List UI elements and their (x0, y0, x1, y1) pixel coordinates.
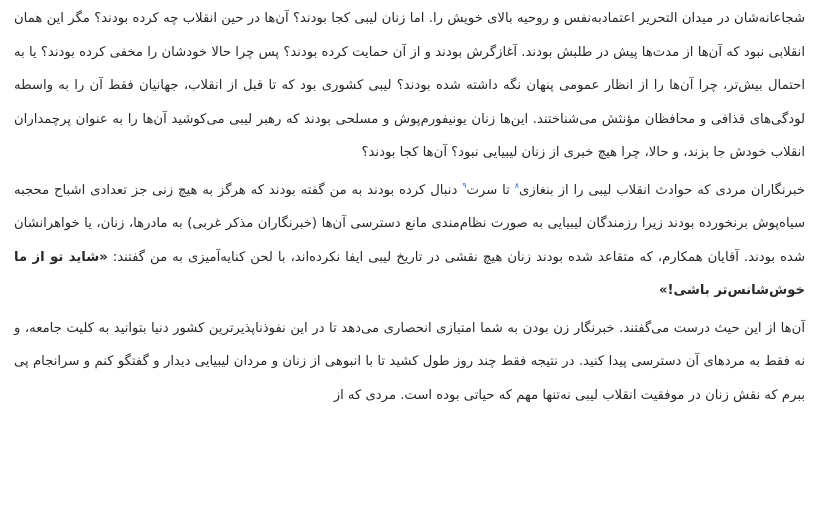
footnote-marker-9[interactable]: ۹ (462, 180, 467, 190)
paragraph-3: آن‌ها از این حیث درست می‌گفتند. خبرنگار زن بودن به شما امتیازی انحصاری می‌دهد تا در این نفوذناپذیرترین کشور دنیا بتوانید به کلیت جامعه، و نه فقط به مردهای آن دسترسی پیدا کنید. در نتیجه فقط چند روز طول کشید تا با انبوهی از زنان و مردان لیبیایی دیدار و گفتگو کنم و سرانجام پی ببرم که نقش زنان در موفقیت انقلاب لیبی نه‌تنها مهم که حیاتی بوده است. مردی که از (14, 320, 805, 403)
paragraph-2-text-c: دنبال کرده بودند به من گفته بودند که هرگز به هیچ زنی جز تعدادی اشباح محجبه سیاه‌پوش برنخورده بودند زیرا رزمندگان لیبیایی به صورت نظام‌مندی مانع دسترسی آن‌ها (خبرنگاران مذکر غربی) به مادرها، زنان، یا خواهرانشان شده بودند. آقایان همکارم، که متقاعد شده بودند زنان هیچ نقشی در تاریخ لیبی ایفا نکرده‌اند، با لحن کنایه‌آمیزی به من گفتند: (14, 182, 805, 265)
quoted-remark: «شاید تو از ما خوش‌شانس‌تر باشی!» (14, 249, 805, 298)
footnote-marker-8[interactable]: ۸ (514, 180, 519, 190)
paragraph-2 (14, 174, 805, 308)
document-body (14, 2, 805, 412)
paragraph-2-text-b: تا سرت (466, 182, 515, 198)
paragraph-2-text-a: خبرنگاران مردی که حوادث انقلاب لیبی را از بنغازی (519, 182, 805, 198)
paragraph-1: شجاعانه‌شان در میدان التحریر اعتمادبه‌نفس و روحیه بالای خویش را. اما زنان لیبی کجا بودند؟ آن‌ها در حین انقلاب چه کرده بودند؟ مگر این همان انقلابی نبود که آن‌ها از مدت‌ها پیش در طلبش بودند. آغازگرش بودند و از آن حمایت کرده بودند؟ پس چرا حالا خودشان را مخفی کرده بودند؟ یا به احتمال بیش‌تر، چرا آن‌ها را از انظار عمومی پنهان نگه داشته شده بودند؟ لیبی کشوری بود که تا قبل از انقلاب، جهانیان فقط آن را به واسطه لودگی‌های قذافی و محافظان مؤنثش می‌شناختند. این‌ها زنان یونیفورم‌پوش و مسلحی بودند که رهبر لیبی می‌کوشید آن‌ها را به عنوان پرچمداران انقلاب خودش جا بزند، و حالا، چرا هیچ خبری از زنان لیبیایی نبود؟ آن‌ها کجا بودند؟ (14, 11, 805, 160)
